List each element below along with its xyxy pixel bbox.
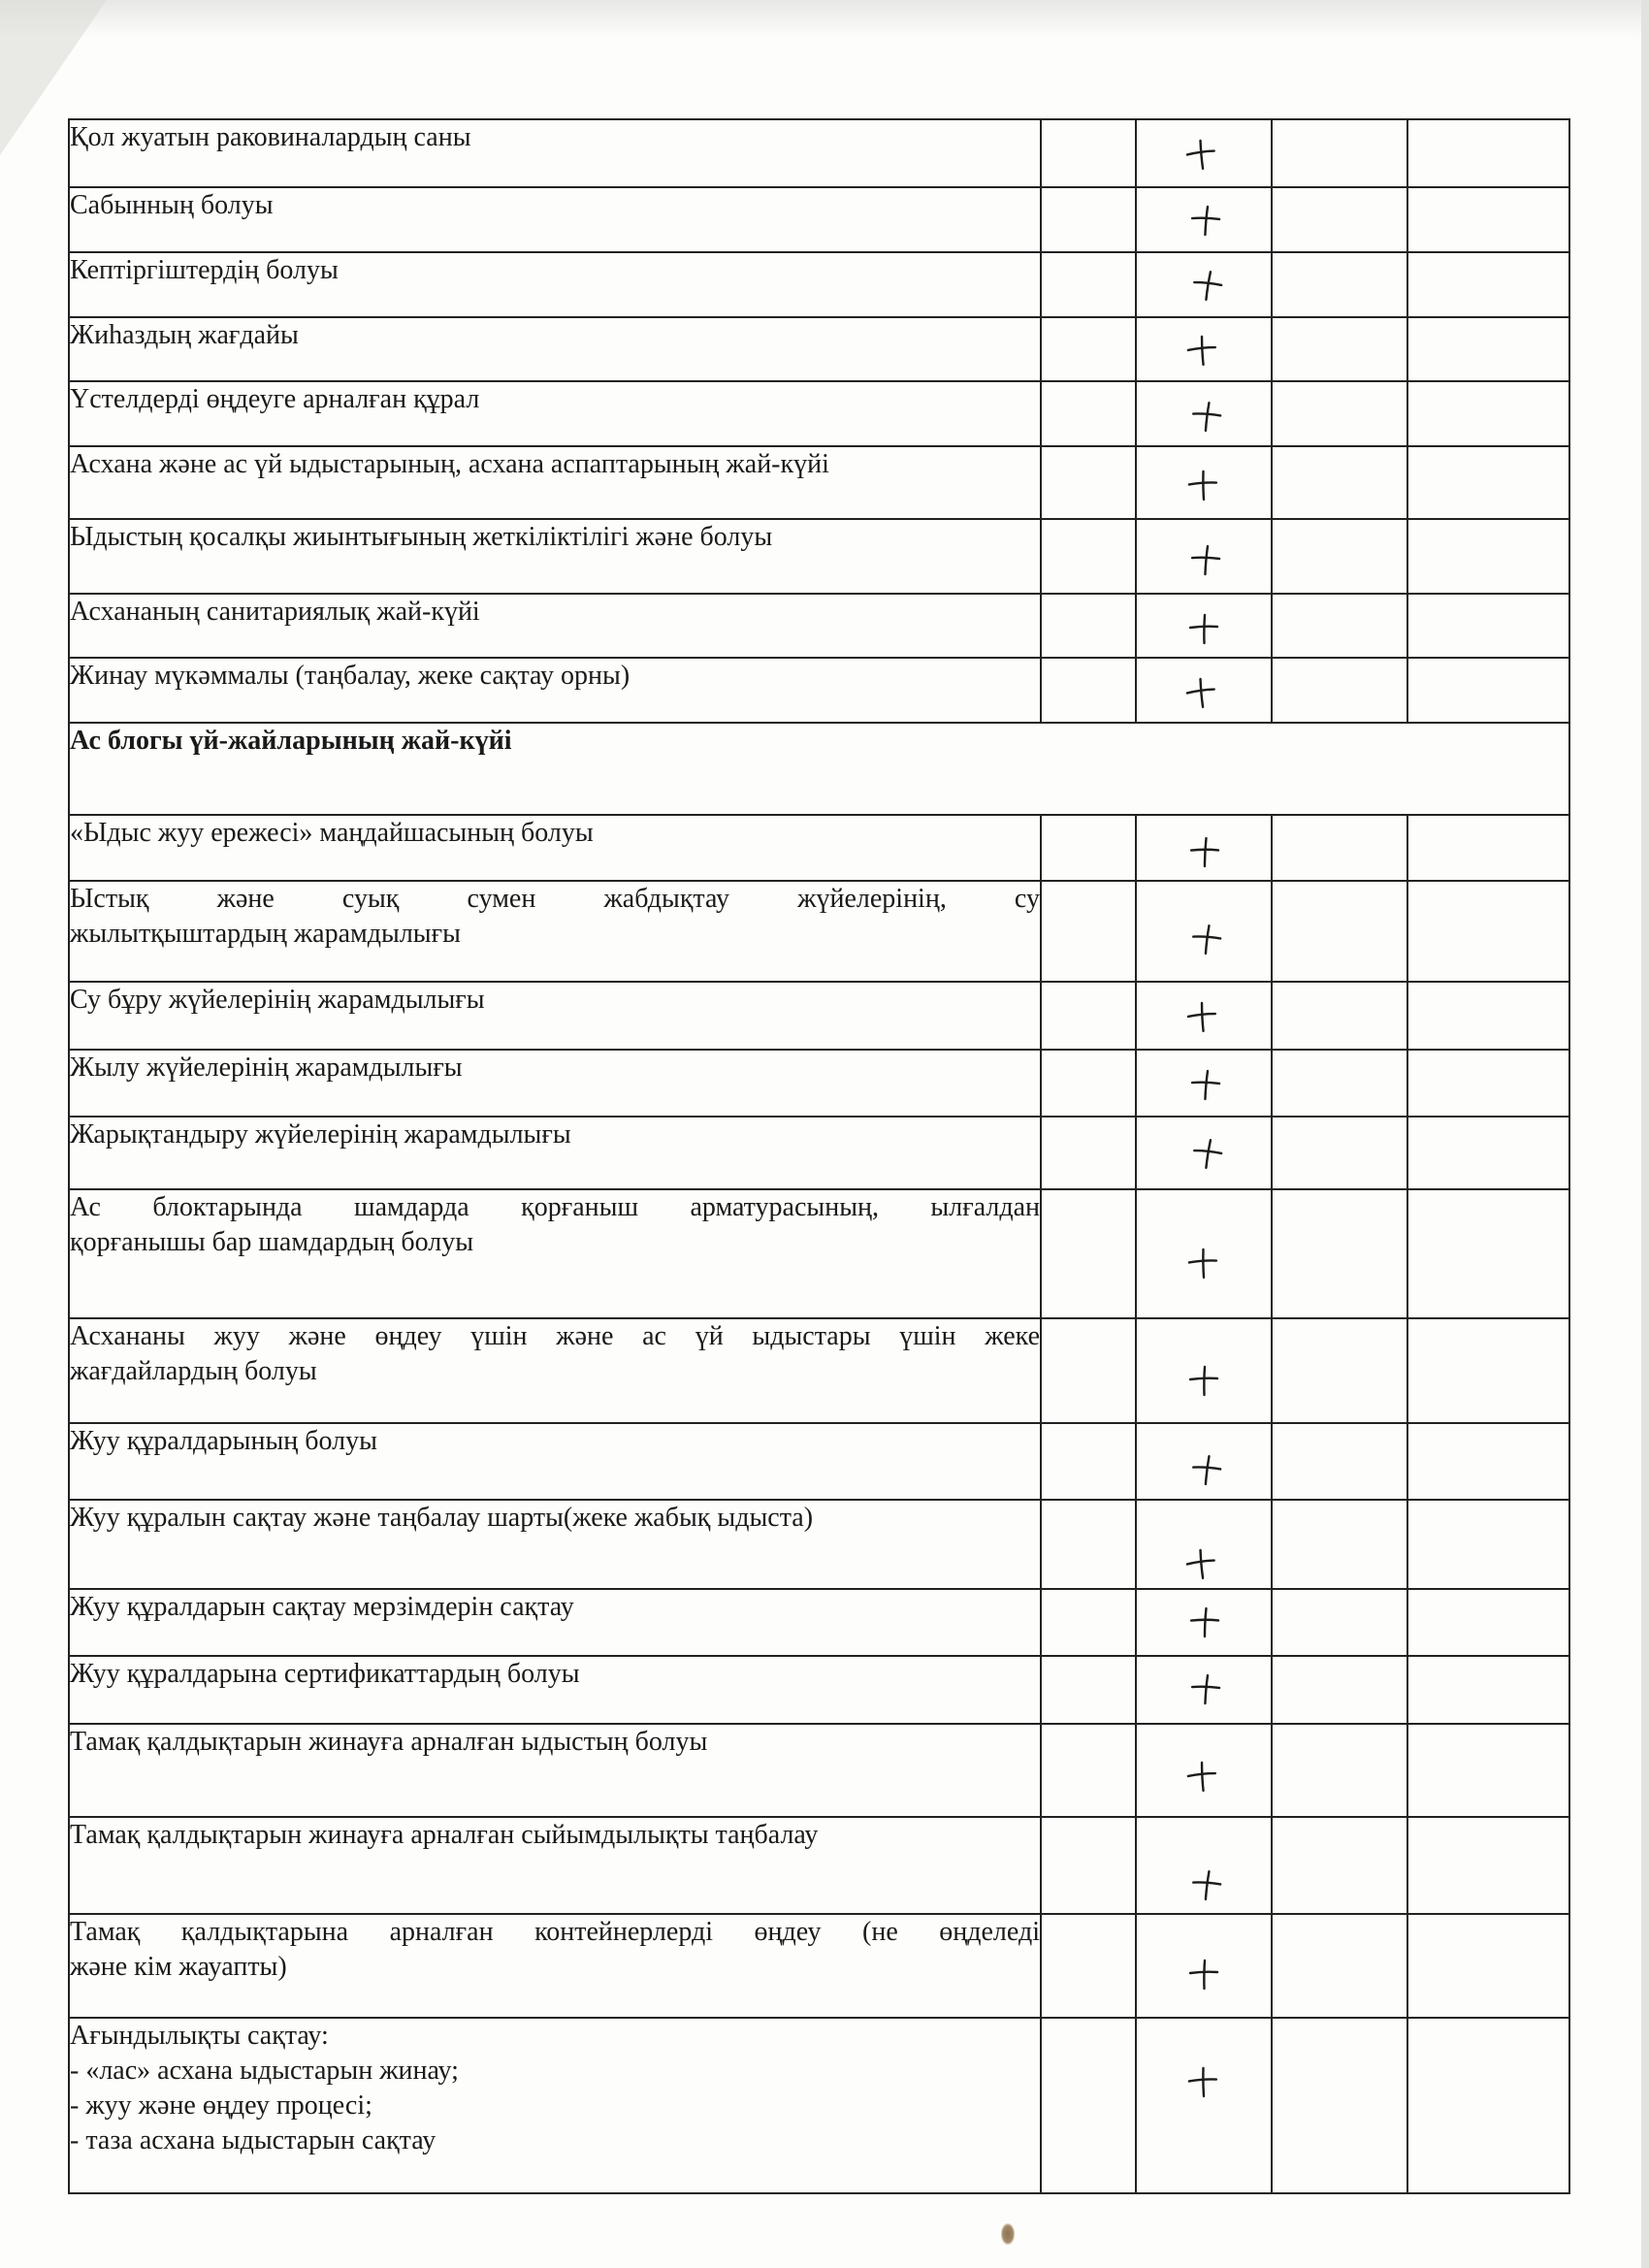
mark-cell	[1136, 1050, 1272, 1117]
criterion-text-line: Жарықтандыру жүйелерінің жарамдылығы	[70, 1119, 571, 1150]
handwritten-plus-mark	[1191, 1137, 1224, 1170]
mark-cell	[1136, 1318, 1272, 1423]
handwritten-plus-mark	[1190, 923, 1223, 956]
criterion-text: Асхана және ас үй ыдыстарының, асхана аспаптарының жай-күйі	[70, 449, 829, 479]
empty-cell	[1407, 1318, 1569, 1423]
criterion-text: Жинау мүкәммалы (таңбалау, жеке сақтау орны)	[70, 661, 630, 691]
empty-cell	[1041, 1724, 1136, 1817]
checklist-row	[69, 1318, 1569, 1423]
empty-cell	[1272, 252, 1407, 317]
criterion-cell	[69, 658, 1041, 723]
criterion-text: Асхананың санитариялық жай-күйі	[70, 597, 480, 627]
empty-cell	[1041, 187, 1136, 252]
checklist-row	[69, 982, 1569, 1050]
criterion-text: Кептіргіштердің болуы	[70, 255, 339, 285]
handwritten-plus-mark	[1190, 1453, 1223, 1486]
empty-cell	[1407, 881, 1569, 982]
criterion-text-line: Тамақ қалдықтарына арналған контейнерлерді өңдеу (не өңделеді	[70, 1917, 1040, 1947]
empty-cell	[1407, 1817, 1569, 1914]
empty-cell	[1407, 982, 1569, 1050]
checklist-row	[69, 815, 1569, 881]
mark-cell	[1136, 1589, 1272, 1656]
criterion-cell	[69, 1117, 1041, 1189]
criterion-cell	[69, 1500, 1041, 1589]
criterion-text-line: Ағындылықты сақтау:	[70, 2021, 329, 2051]
empty-cell	[1272, 1500, 1407, 1589]
inspection-checklist-table	[68, 118, 1570, 2194]
empty-cell	[1041, 1117, 1136, 1189]
checklist-row	[69, 1117, 1569, 1189]
checklist-row	[69, 381, 1569, 446]
checklist-row	[69, 1500, 1569, 1589]
empty-cell	[1407, 119, 1569, 187]
mark-cell	[1136, 1117, 1272, 1189]
empty-cell	[1041, 1589, 1136, 1656]
empty-cell	[1041, 1914, 1136, 2018]
empty-cell	[1407, 1589, 1569, 1656]
empty-cell	[1041, 119, 1136, 187]
empty-cell	[1407, 1656, 1569, 1724]
handwritten-plus-mark	[1189, 1672, 1222, 1705]
checklist-row	[69, 1914, 1569, 2018]
empty-cell	[1272, 1817, 1407, 1914]
handwritten-plus-mark	[1190, 400, 1223, 433]
empty-cell	[1041, 1318, 1136, 1423]
empty-cell	[1041, 252, 1136, 317]
mark-cell	[1136, 1189, 1272, 1318]
handwritten-plus-mark	[1185, 1760, 1218, 1793]
criterion-text-line: - жуу және өңдеу процесі;	[70, 2090, 372, 2121]
empty-cell	[1272, 1656, 1407, 1724]
criterion-text: Ыдыстың қосалқы жиынтығының жеткіліктілігі және болуы	[70, 522, 773, 552]
empty-cell	[1272, 1050, 1407, 1117]
criterion-text-line: Ыстық және суық сумен жабдықтау жүйелерінің, су	[70, 884, 1040, 914]
criterion-cell	[69, 1050, 1041, 1117]
mark-cell	[1136, 1724, 1272, 1817]
mark-cell	[1136, 982, 1272, 1050]
criterion-text-line: Жуу құралдарының болуы	[70, 1426, 377, 1456]
checklist-row	[69, 594, 1569, 658]
handwritten-plus-mark	[1187, 1958, 1220, 1991]
checklist-row	[69, 252, 1569, 317]
checklist-row	[69, 446, 1569, 519]
checklist-body	[69, 119, 1569, 2193]
mark-cell	[1136, 881, 1272, 982]
handwritten-plus-mark	[1189, 204, 1222, 237]
ink-speck	[1001, 2223, 1015, 2245]
handwritten-plus-mark	[1184, 676, 1217, 709]
criterion-cell	[69, 1589, 1041, 1656]
criterion-text-line: және кім жауапты)	[70, 1952, 287, 1982]
criterion-cell	[69, 1656, 1041, 1724]
empty-cell	[1272, 881, 1407, 982]
criterion-cell	[69, 252, 1041, 317]
empty-cell	[1272, 446, 1407, 519]
criterion-cell	[69, 381, 1041, 446]
empty-cell	[1272, 1914, 1407, 2018]
criterion-text-line: жылытқыштардың жарамдылығы	[70, 919, 461, 949]
checklist-row	[69, 658, 1569, 723]
criterion-text-line: - таза асхана ыдыстарын сақтау	[70, 2125, 436, 2155]
mark-cell	[1136, 1817, 1272, 1914]
checklist-row	[69, 1589, 1569, 1656]
checklist-row	[69, 1817, 1569, 1914]
mark-cell	[1136, 658, 1272, 723]
checklist-row	[69, 317, 1569, 381]
empty-cell	[1407, 1724, 1569, 1817]
empty-cell	[1041, 519, 1136, 594]
empty-cell	[1041, 1050, 1136, 1117]
empty-cell	[1272, 119, 1407, 187]
empty-cell	[1041, 982, 1136, 1050]
empty-cell	[1272, 982, 1407, 1050]
criterion-cell	[69, 317, 1041, 381]
checklist-row	[69, 187, 1569, 252]
empty-cell	[1407, 1423, 1569, 1500]
handwritten-plus-mark	[1186, 469, 1219, 502]
empty-cell	[1041, 815, 1136, 881]
criterion-cell	[69, 1817, 1041, 1914]
empty-cell	[1407, 1500, 1569, 1589]
empty-cell	[1272, 1423, 1407, 1500]
mark-cell	[1136, 317, 1272, 381]
mark-cell	[1136, 1500, 1272, 1589]
criterion-text-line: Асхананы жуу және өңдеу үшін және ас үй ыдыстары үшін жеке	[70, 1321, 1040, 1351]
empty-cell	[1041, 317, 1136, 381]
mark-cell	[1136, 446, 1272, 519]
criterion-cell	[69, 446, 1041, 519]
empty-cell	[1041, 446, 1136, 519]
criterion-text-line: Ас блоктарында шамдарда қорғаныш арматурасының, ылғалдан	[70, 1192, 1040, 1222]
criterion-text: Сабынның болуы	[70, 190, 274, 220]
handwritten-plus-mark	[1188, 1605, 1221, 1638]
checklist-row	[69, 1423, 1569, 1500]
empty-cell	[1041, 1423, 1136, 1500]
criterion-text-line: Жуу құралдарына сертификаттардың болуы	[70, 1659, 580, 1689]
criterion-text-line: Су бұру жүйелерінің жарамдылығы	[70, 985, 485, 1015]
mark-cell	[1136, 594, 1272, 658]
criterion-text-line: қорғанышы бар шамдардың болуы	[70, 1227, 474, 1257]
mark-cell	[1136, 815, 1272, 881]
criterion-text-line: - «лас» асхана ыдыстарын жинау;	[70, 2056, 459, 2086]
empty-cell	[1407, 594, 1569, 658]
criterion-text-line: Тамақ қалдықтарын жинауға арналған сыйымдылықты таңбалау	[70, 1820, 819, 1850]
empty-cell	[1272, 1318, 1407, 1423]
criterion-cell	[69, 1914, 1041, 2018]
handwritten-plus-mark	[1186, 2065, 1219, 2098]
handwritten-plus-mark	[1187, 612, 1220, 645]
empty-cell	[1407, 1914, 1569, 2018]
criterion-text-line: Жуу құралдарын сақтау мерзімдерін сақтау	[70, 1592, 574, 1622]
empty-cell	[1272, 1189, 1407, 1318]
criterion-cell	[69, 1724, 1041, 1817]
checklist-row	[69, 1050, 1569, 1117]
criterion-text: Қол жуатын раковиналардың саны	[70, 122, 471, 152]
checklist-row	[69, 119, 1569, 187]
mark-cell	[1136, 1914, 1272, 2018]
criterion-text-line: «Ыдыс жуу ережесі» маңдайшасының болуы	[70, 818, 594, 848]
checklist-row	[69, 1724, 1569, 1817]
handwritten-plus-mark	[1191, 269, 1224, 302]
checklist-row	[69, 2018, 1569, 2193]
criterion-text: Үстелдерді өңдеуге арналған құрал	[70, 384, 480, 414]
empty-cell	[1407, 1117, 1569, 1189]
empty-cell	[1041, 1817, 1136, 1914]
empty-cell	[1407, 2018, 1569, 2193]
criterion-cell	[69, 187, 1041, 252]
empty-cell	[1272, 1724, 1407, 1817]
empty-cell	[1272, 1117, 1407, 1189]
empty-cell	[1407, 317, 1569, 381]
criterion-cell	[69, 1318, 1041, 1423]
handwritten-plus-mark	[1187, 1364, 1220, 1397]
handwritten-plus-mark	[1189, 1068, 1222, 1101]
criterion-cell	[69, 119, 1041, 187]
criterion-text-line: жағдайлардың болуы	[70, 1356, 317, 1386]
empty-cell	[1407, 446, 1569, 519]
mark-cell	[1136, 381, 1272, 446]
empty-cell	[1272, 658, 1407, 723]
empty-cell	[1407, 1189, 1569, 1318]
mark-cell	[1136, 1656, 1272, 1724]
handwritten-plus-mark	[1184, 138, 1217, 171]
handwritten-plus-mark	[1184, 1547, 1217, 1580]
criterion-cell	[69, 815, 1041, 881]
mark-cell	[1136, 2018, 1272, 2193]
empty-cell	[1041, 1500, 1136, 1589]
criterion-text-line: Жылу жүйелерінің жарамдылығы	[70, 1053, 463, 1083]
mark-cell	[1136, 119, 1272, 187]
checklist-row	[69, 1656, 1569, 1724]
empty-cell	[1041, 2018, 1136, 2193]
empty-cell	[1041, 658, 1136, 723]
mark-cell	[1136, 1423, 1272, 1500]
handwritten-plus-mark	[1189, 543, 1222, 576]
criterion-text-line: Тамақ қалдықтарын жинауға арналған ыдыстың болуы	[70, 1727, 708, 1757]
criterion-text-line: Жуу құралын сақтау және таңбалау шарты(жеке жабық ыдыста)	[70, 1503, 814, 1533]
criterion-cell	[69, 982, 1041, 1050]
empty-cell	[1407, 658, 1569, 723]
criterion-cell	[69, 1189, 1041, 1318]
empty-cell	[1407, 381, 1569, 446]
handwritten-plus-mark	[1190, 1868, 1223, 1901]
criterion-text: Жиһаздың жағдайы	[70, 320, 299, 350]
empty-cell	[1041, 1189, 1136, 1318]
handwritten-plus-mark	[1185, 1000, 1218, 1033]
empty-cell	[1272, 1589, 1407, 1656]
empty-cell	[1407, 187, 1569, 252]
empty-cell	[1041, 881, 1136, 982]
section-heading-row	[69, 723, 1569, 815]
checklist-row	[69, 1189, 1569, 1318]
mark-cell	[1136, 252, 1272, 317]
empty-cell	[1272, 519, 1407, 594]
empty-cell	[1041, 594, 1136, 658]
checklist-row	[69, 881, 1569, 982]
criterion-cell	[69, 594, 1041, 658]
handwritten-plus-mark	[1188, 835, 1221, 868]
criterion-cell	[69, 1423, 1041, 1500]
section-heading: Ас блогы үй-жайларының жай-күйі	[69, 723, 1569, 815]
empty-cell	[1272, 381, 1407, 446]
empty-cell	[1272, 317, 1407, 381]
checklist-row	[69, 519, 1569, 594]
scan-top-shadow	[0, 0, 1649, 39]
empty-cell	[1041, 381, 1136, 446]
criterion-cell	[69, 519, 1041, 594]
criterion-cell	[69, 2018, 1041, 2193]
empty-cell	[1407, 1050, 1569, 1117]
criterion-cell	[69, 881, 1041, 982]
scan-right-edge	[1641, 0, 1649, 2268]
mark-cell	[1136, 187, 1272, 252]
empty-cell	[1272, 815, 1407, 881]
empty-cell	[1407, 519, 1569, 594]
handwritten-plus-mark	[1186, 1247, 1219, 1280]
empty-cell	[1041, 1656, 1136, 1724]
empty-cell	[1272, 594, 1407, 658]
empty-cell	[1272, 2018, 1407, 2193]
handwritten-plus-mark	[1185, 334, 1218, 367]
empty-cell	[1407, 815, 1569, 881]
empty-cell	[1272, 187, 1407, 252]
mark-cell	[1136, 519, 1272, 594]
empty-cell	[1407, 252, 1569, 317]
